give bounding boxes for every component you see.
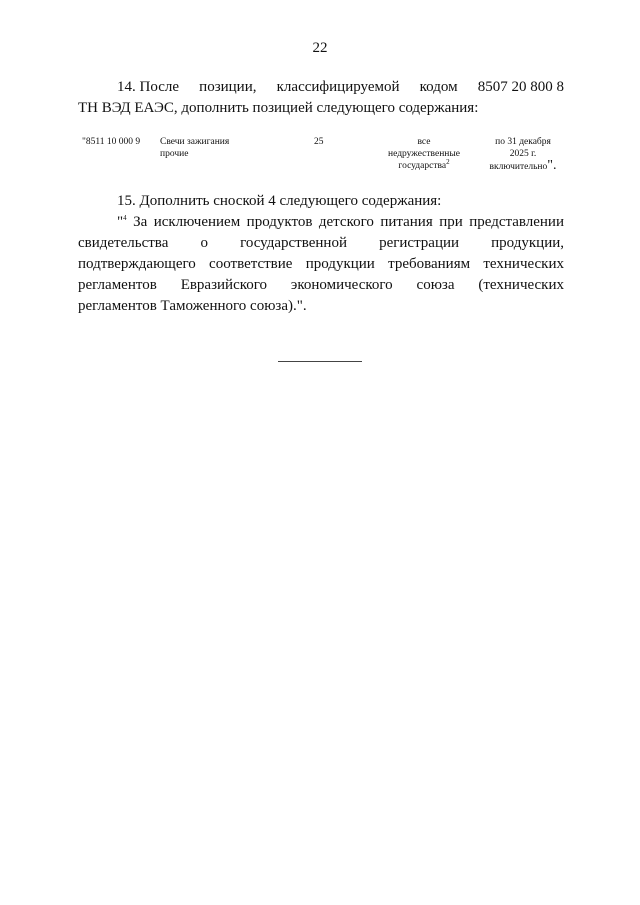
item-14-word: 14. После: [117, 79, 180, 95]
countries-line: [374, 157, 474, 172]
duty-rate: 25: [314, 137, 324, 147]
product-name-line: Свечи зажигания: [160, 137, 230, 147]
tariff-code: "8511 10 000 9: [82, 137, 141, 147]
countries-line: все: [417, 137, 431, 147]
footnote-line-4: регламентов Евразийского экономического союза (технических: [78, 277, 564, 293]
item-15-paragraph: 15. Дополнить сноской 4 следующего содержания:: [117, 193, 442, 209]
validity-term: [483, 136, 563, 173]
item-14-line-2: ТН ВЭД ЕАЭС, дополнить позицией следующего содержания:: [78, 100, 479, 116]
countries-line: недружественные: [388, 149, 460, 159]
footnote-ref: 2: [446, 157, 450, 166]
term-text: включительно: [489, 162, 548, 172]
footnote-line-5: регламентов Таможенного союза).".: [78, 298, 307, 314]
term-line: по 31 декабря: [495, 137, 551, 147]
term-line: 2025 г.: [509, 149, 537, 159]
countries: [374, 136, 474, 172]
page-number: 22: [312, 40, 328, 56]
item-14-word: позиции,: [199, 79, 257, 95]
end-divider: [278, 361, 362, 362]
tariff-table-row: [78, 136, 564, 180]
footnote-paragraph: [78, 212, 564, 317]
term-line: [483, 160, 563, 173]
item-14-word: кодом: [419, 79, 458, 95]
item-14-line-1: [78, 77, 564, 98]
footnote-line-3: подтверждающего соответствие продукции требованиям технических: [78, 256, 564, 272]
closing-quote: ".: [547, 158, 557, 173]
item-14-word: классифицируемой: [276, 79, 400, 95]
footnote-marker: 4: [123, 214, 127, 222]
product-name-line: прочие: [160, 149, 189, 159]
footnote-text: За исключением продуктов детского питания при представлении: [126, 214, 564, 230]
countries-text: государства: [398, 161, 447, 171]
item-14-code: 8507 20 800 8: [477, 79, 564, 95]
footnote-line-1: [78, 212, 564, 233]
footnote-line-2: свидетельства о государственной регистрации продукции,: [78, 235, 564, 251]
open-quote: ": [117, 214, 124, 230]
item-14-paragraph: [78, 77, 564, 119]
product-name: [160, 136, 270, 160]
